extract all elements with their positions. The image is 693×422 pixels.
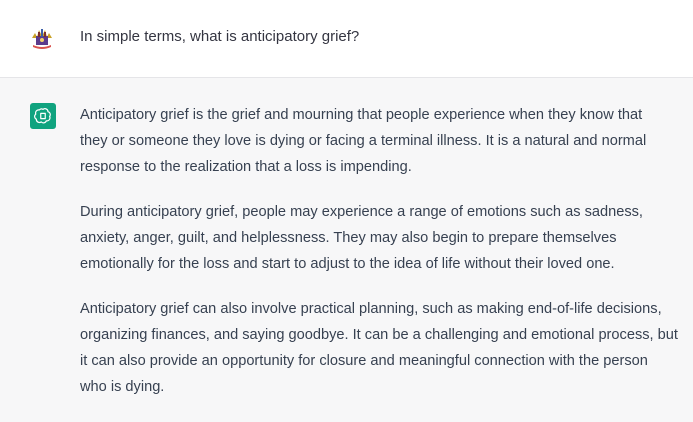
- response-line: they or someone they love is dying or facing a terminal illness. It is a natural and normal: [80, 133, 647, 149]
- response-line: emotionally for the loss and start to adjust to the idea of life without their loved one.: [80, 256, 615, 272]
- assistant-message-row: [0, 78, 693, 422]
- response-line: anxiety, anger, guilt, and helplessness. They may also begin to prepare themselves: [80, 230, 617, 246]
- user-prompt-text: In simple terms, what is anticipatory grief?: [80, 28, 360, 45]
- response-paragraph: [80, 296, 692, 400]
- user-avatar-icon: [29, 24, 55, 50]
- response-line: Anticipatory grief can also involve practical planning, such as making end-of-life decisions,: [80, 301, 662, 317]
- response-line: organizing finances, and saying goodbye. It can be a challenging and emotional process, but: [80, 327, 678, 343]
- response-paragraph: [80, 102, 692, 180]
- response-line: response to the realization that a loss is impending.: [80, 159, 412, 175]
- assistant-response: [80, 102, 692, 419]
- response-paragraph: [80, 199, 692, 277]
- user-message-row: [0, 0, 693, 78]
- response-line: During anticipatory grief, people may experience a range of emotions such as sadness,: [80, 204, 643, 220]
- response-line: it can also provide an opportunity for closure and meaningful connection with the person: [80, 353, 648, 369]
- response-line: Anticipatory grief is the grief and mourning that people experience when they know that: [80, 107, 643, 123]
- response-line: who is dying.: [80, 379, 165, 395]
- openai-logo-icon: [30, 103, 56, 129]
